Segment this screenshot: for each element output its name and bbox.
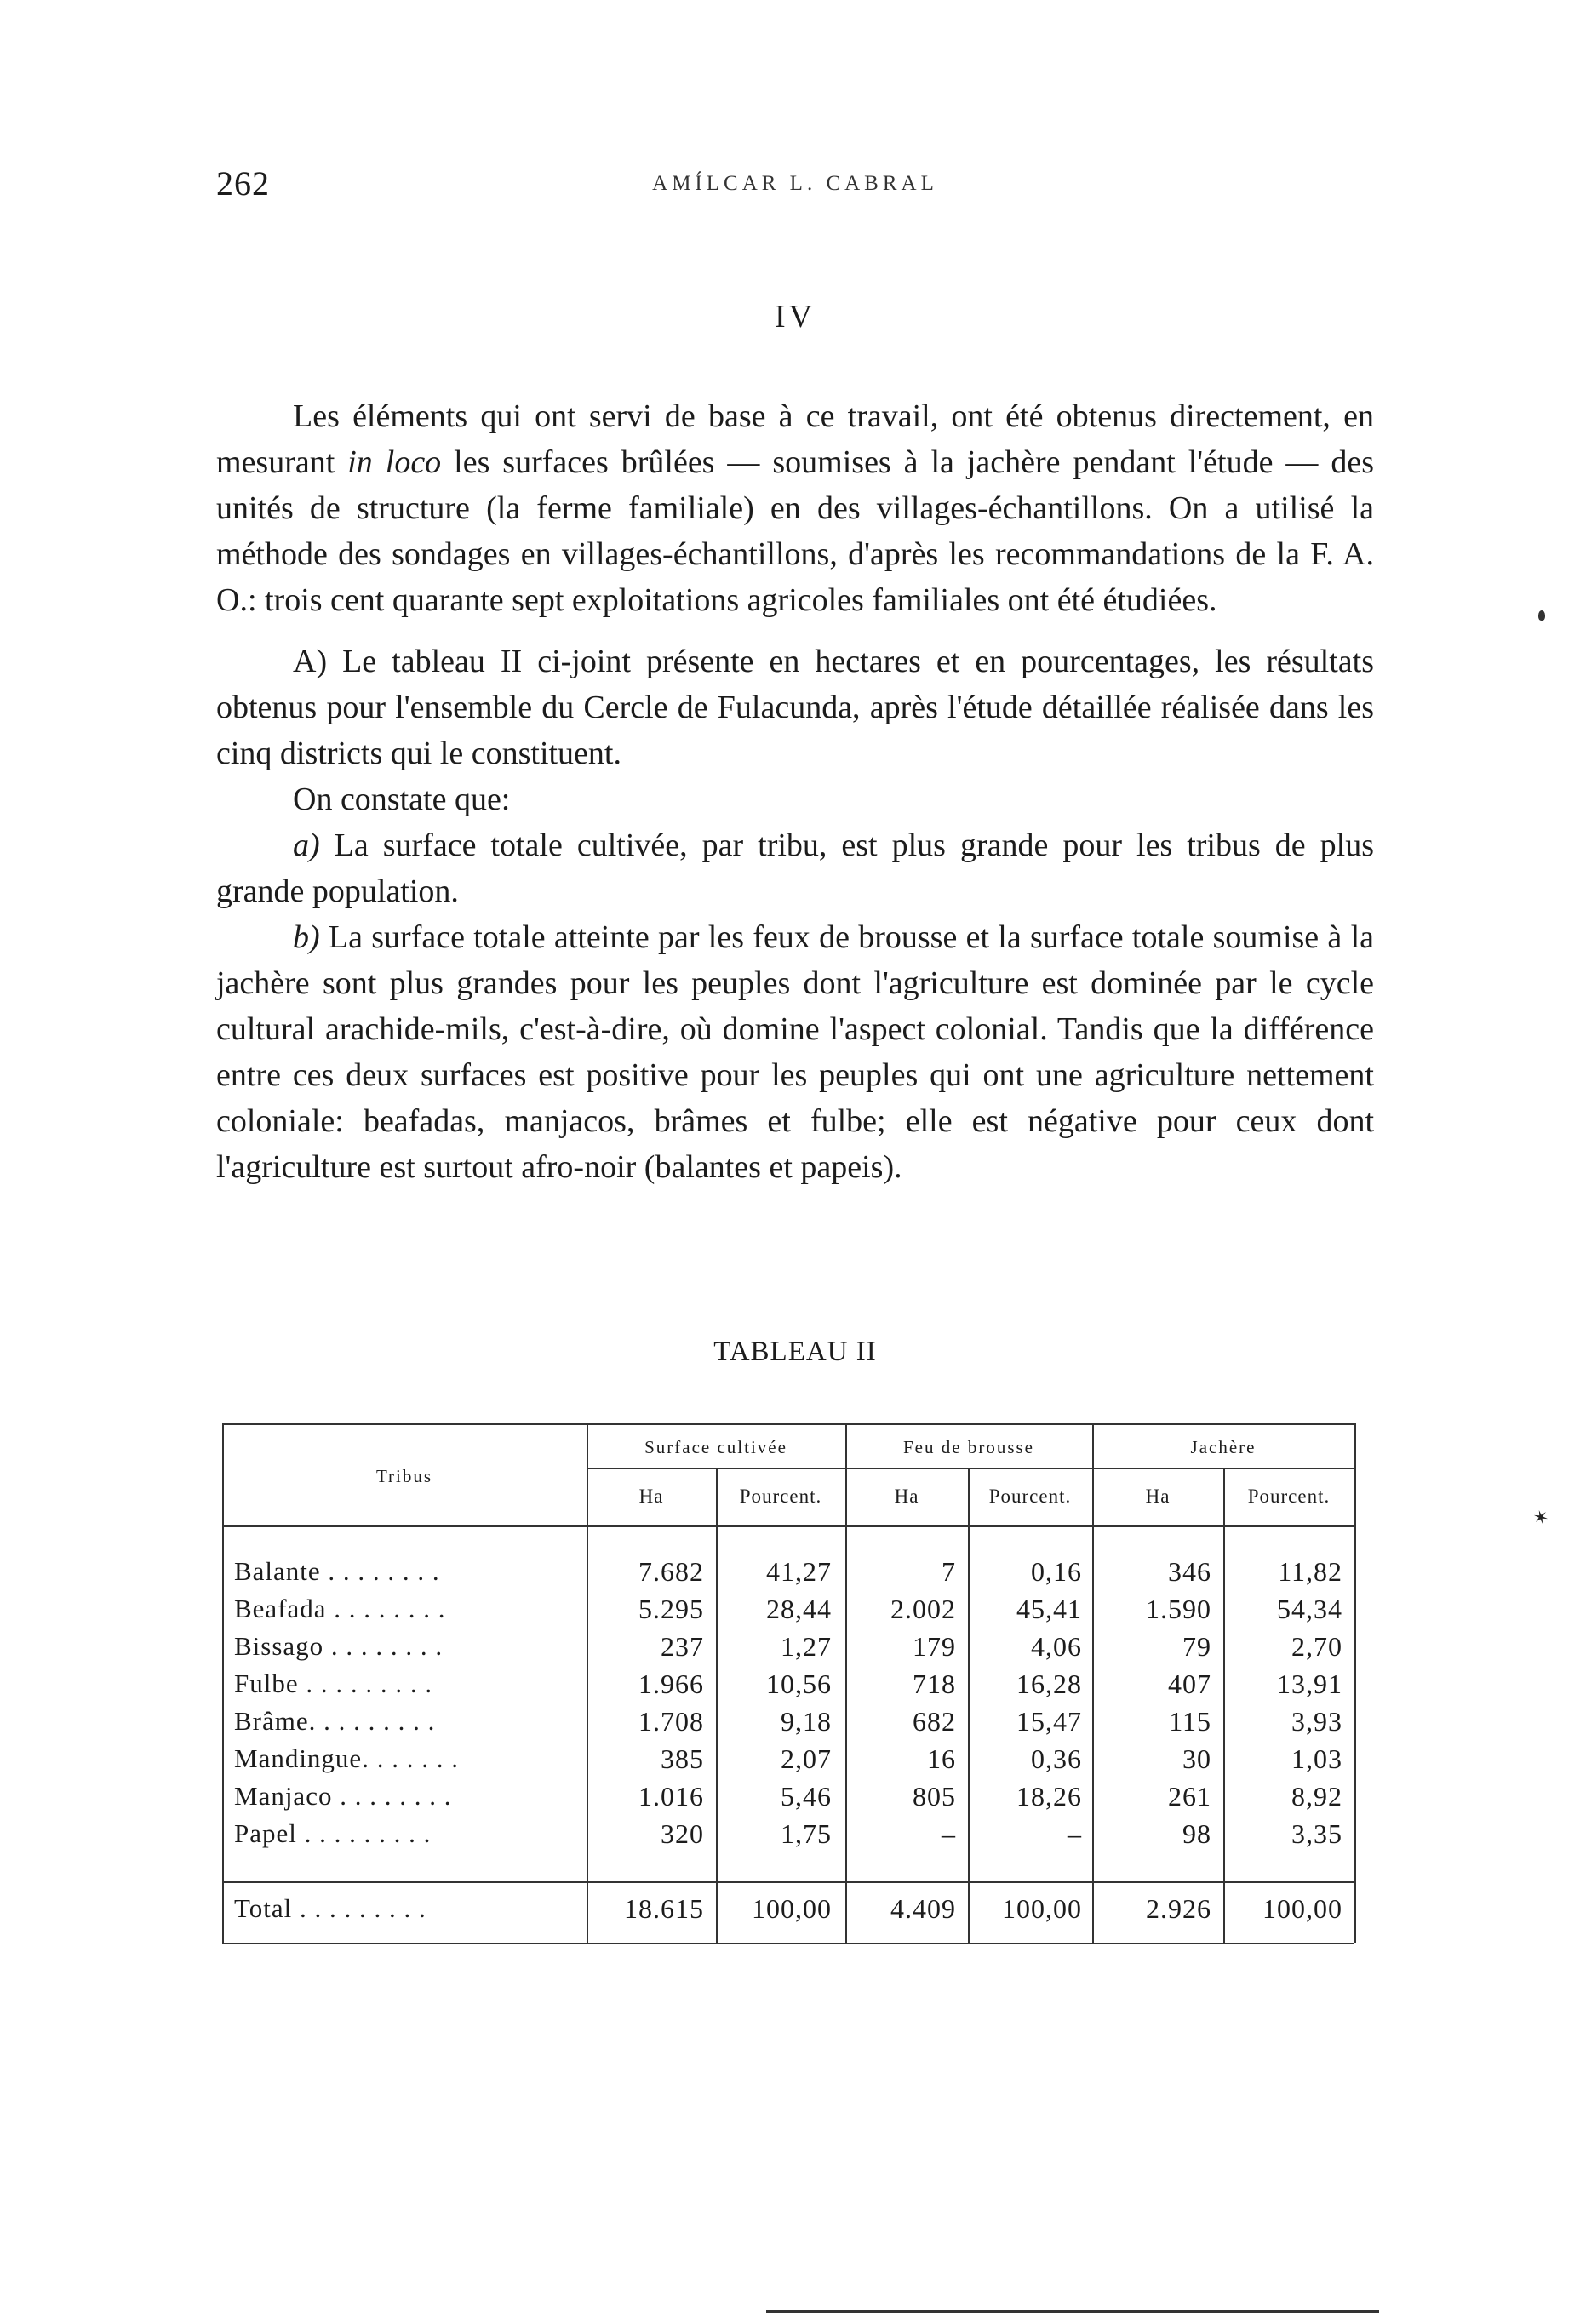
table-row-j-pct: 1,03 bbox=[1291, 1743, 1342, 1774]
table-row-j-ha: 346 bbox=[1168, 1556, 1211, 1587]
table-left-rule bbox=[222, 1423, 224, 1943]
paragraph-4: a) La surface totale cultivée, par tribu, est plus grande pour les tribus de plus grande population. bbox=[216, 827, 1374, 909]
table-row-fb-pct: 16,28 bbox=[1016, 1669, 1082, 1699]
table-row-fb-ha: – bbox=[942, 1818, 956, 1849]
table-row-j-ha: 261 bbox=[1168, 1781, 1211, 1812]
paragraph-2: A) Le tableau II ci-joint présente en hectares et en pourcentages, les résultats obtenus pour l'ensemble du Cercle de Fulacunda, après l'étude détaillée réalisée dans les cinq districts qui le constituent. bbox=[216, 644, 1374, 771]
subheader-pourcent: Pourcent. bbox=[1247, 1485, 1331, 1507]
table-row-j-ha: 98 bbox=[1182, 1818, 1211, 1849]
table-row-tribe: Fulbe . . . . . . . . . bbox=[234, 1669, 433, 1698]
table-bottom-rule bbox=[222, 1943, 1354, 1944]
table-row-sc-pct: 41,27 bbox=[766, 1556, 832, 1587]
table-row-fb-pct: 0,36 bbox=[1031, 1743, 1082, 1774]
subheader-ha: Ha bbox=[638, 1485, 664, 1507]
table-row-tribe: Papel . . . . . . . . . bbox=[234, 1818, 432, 1848]
table-row-fb-ha: 805 bbox=[913, 1781, 956, 1812]
table-row-j-pct: 13,91 bbox=[1277, 1669, 1342, 1699]
total-row-sc-ha: 18.615 bbox=[624, 1893, 704, 1924]
total-row-sc-pct: 100,00 bbox=[752, 1893, 832, 1924]
table-row-sc-pct: 2,07 bbox=[781, 1743, 832, 1774]
table-row-tribe: Manjaco . . . . . . . . bbox=[234, 1781, 452, 1811]
table-row-fb-pct: 18,26 bbox=[1016, 1781, 1082, 1812]
table-row-sc-pct: 5,46 bbox=[781, 1781, 832, 1812]
header-feu-de-brousse: Feu de brousse bbox=[903, 1437, 1034, 1457]
subheader-ha: Ha bbox=[1145, 1485, 1171, 1507]
table-row-sc-ha: 1.708 bbox=[638, 1706, 704, 1737]
table-row-fb-ha: 718 bbox=[913, 1669, 956, 1699]
table-row-sc-ha: 385 bbox=[661, 1743, 704, 1774]
total-row-tribe: Total . . . . . . . . . bbox=[234, 1893, 426, 1923]
subheader-ha: Ha bbox=[894, 1485, 919, 1507]
table-row-j-ha: 1.590 bbox=[1146, 1594, 1211, 1624]
section-title: IV bbox=[774, 299, 816, 335]
table-row-fb-ha: 16 bbox=[927, 1743, 956, 1774]
margin-star-mark: ✶ bbox=[1530, 1505, 1552, 1530]
table-row-fb-pct: 4,06 bbox=[1031, 1631, 1082, 1662]
total-row-j-ha: 2.926 bbox=[1146, 1893, 1211, 1924]
table-row-fb-pct: 0,16 bbox=[1031, 1556, 1082, 1587]
table-row-tribe: Mandingue. . . . . . . bbox=[234, 1743, 459, 1773]
table-row-fb-ha: 682 bbox=[913, 1706, 956, 1737]
header-jachere: Jachère bbox=[1190, 1437, 1257, 1457]
table-row-fb-pct: 45,41 bbox=[1016, 1594, 1082, 1624]
table-row-tribe: Beafada . . . . . . . . bbox=[234, 1594, 446, 1623]
paragraph-5: b) La surface totale atteinte par les feux de brousse et la surface totale soumise à la jachère sont plus grandes pour les peuples dont l'agriculture est dominée par le cycle cultural arachide-mils, c'est-à-dire, où domine l'aspect colonial. Tandis que la différence entre ces deux surfaces est positive pour les peuples qui ont une agriculture nettement coloniale: beafadas, manjacos, brâmes et fulbe; elle est négative pour ceux dont l'agriculture est surtout afro-noir (balantes et papeis). bbox=[216, 919, 1374, 1185]
total-row-fb-ha: 4.409 bbox=[890, 1893, 956, 1924]
table-row-tribe: Balante . . . . . . . . bbox=[234, 1556, 440, 1586]
table-row-sc-pct: 10,56 bbox=[766, 1669, 832, 1699]
table-row-sc-ha: 320 bbox=[661, 1818, 704, 1849]
paragraph-1: Les éléments qui ont servi de base à ce travail, ont été obtenus directement, en mesurant in loco les surfaces brûlées — soumises à la jachère pendant l'étude — des unités de structure (la ferme familiale) en des villages-échantillons. On a utilisé la méthode des sondages en villages-échantillons, d'après les recommandations de la F. A. O.: trois cent quarante sept exploitations agricoles familiales ont été étudiées. bbox=[216, 398, 1374, 618]
table-row-j-pct: 8,92 bbox=[1291, 1781, 1342, 1812]
table-row-fb-ha: 2.002 bbox=[890, 1594, 956, 1624]
page-header bbox=[216, 163, 1374, 215]
table-row-sc-ha: 5.295 bbox=[638, 1594, 704, 1624]
table-row-tribe: Bissago . . . . . . . . bbox=[234, 1631, 444, 1661]
subheader-pourcent: Pourcent. bbox=[988, 1485, 1072, 1507]
paragraph-3: On constate que: bbox=[293, 781, 511, 817]
total-row-j-pct: 100,00 bbox=[1262, 1893, 1342, 1924]
header-tribus: Tribus bbox=[375, 1466, 433, 1486]
table-row-sc-pct: 28,44 bbox=[766, 1594, 832, 1624]
table-row-j-ha: 79 bbox=[1182, 1631, 1211, 1662]
total-row-fb-pct: 100,00 bbox=[1002, 1893, 1082, 1924]
table-row-j-ha: 115 bbox=[1169, 1706, 1211, 1737]
table-row-sc-pct: 1,27 bbox=[781, 1631, 832, 1662]
table-row-fb-ha: 7 bbox=[942, 1556, 956, 1587]
table-row-sc-ha: 7.682 bbox=[638, 1556, 704, 1587]
table-row-sc-pct: 9,18 bbox=[781, 1706, 832, 1737]
table-row-sc-pct: 1,75 bbox=[781, 1818, 832, 1849]
margin-dot-mark bbox=[1538, 610, 1545, 621]
table-row-fb-pct: 15,47 bbox=[1016, 1706, 1082, 1737]
table-row-fb-pct: – bbox=[1068, 1818, 1082, 1849]
table-row-j-ha: 407 bbox=[1168, 1669, 1211, 1699]
table-row-j-pct: 3,93 bbox=[1291, 1706, 1342, 1737]
running-head: AMÍLCAR L. CABRAL bbox=[652, 172, 938, 195]
table-right-rule bbox=[1354, 1423, 1356, 1943]
bottom-rule bbox=[766, 2310, 1379, 2313]
page-number: 262 bbox=[216, 164, 270, 203]
table-row-sc-ha: 237 bbox=[661, 1631, 704, 1662]
subheader-pourcent: Pourcent. bbox=[739, 1485, 822, 1507]
table-row-j-pct: 3,35 bbox=[1291, 1818, 1342, 1849]
header-surface-cultivee: Surface cultivée bbox=[644, 1437, 787, 1457]
latin-term: in loco bbox=[347, 444, 442, 480]
table-row-j-pct: 11,82 bbox=[1278, 1556, 1342, 1587]
table-row-sc-ha: 1.016 bbox=[638, 1781, 704, 1812]
table-row-fb-ha: 179 bbox=[913, 1631, 956, 1662]
table-top-rule bbox=[222, 1423, 1354, 1425]
table-row-j-ha: 30 bbox=[1182, 1743, 1211, 1774]
table-row-j-pct: 2,70 bbox=[1291, 1631, 1342, 1662]
table-row-tribe: Brâme. . . . . . . . . bbox=[234, 1706, 436, 1736]
table-row-j-pct: 54,34 bbox=[1277, 1594, 1342, 1624]
data-table bbox=[222, 1423, 1380, 1985]
group-header-rule bbox=[587, 1468, 1354, 1469]
header-bottom-rule bbox=[222, 1525, 1354, 1527]
table-title: TABLEAU II bbox=[713, 1337, 877, 1367]
body-text bbox=[216, 393, 1374, 1190]
total-rule bbox=[222, 1881, 1354, 1883]
table-row-sc-ha: 1.966 bbox=[638, 1669, 704, 1699]
